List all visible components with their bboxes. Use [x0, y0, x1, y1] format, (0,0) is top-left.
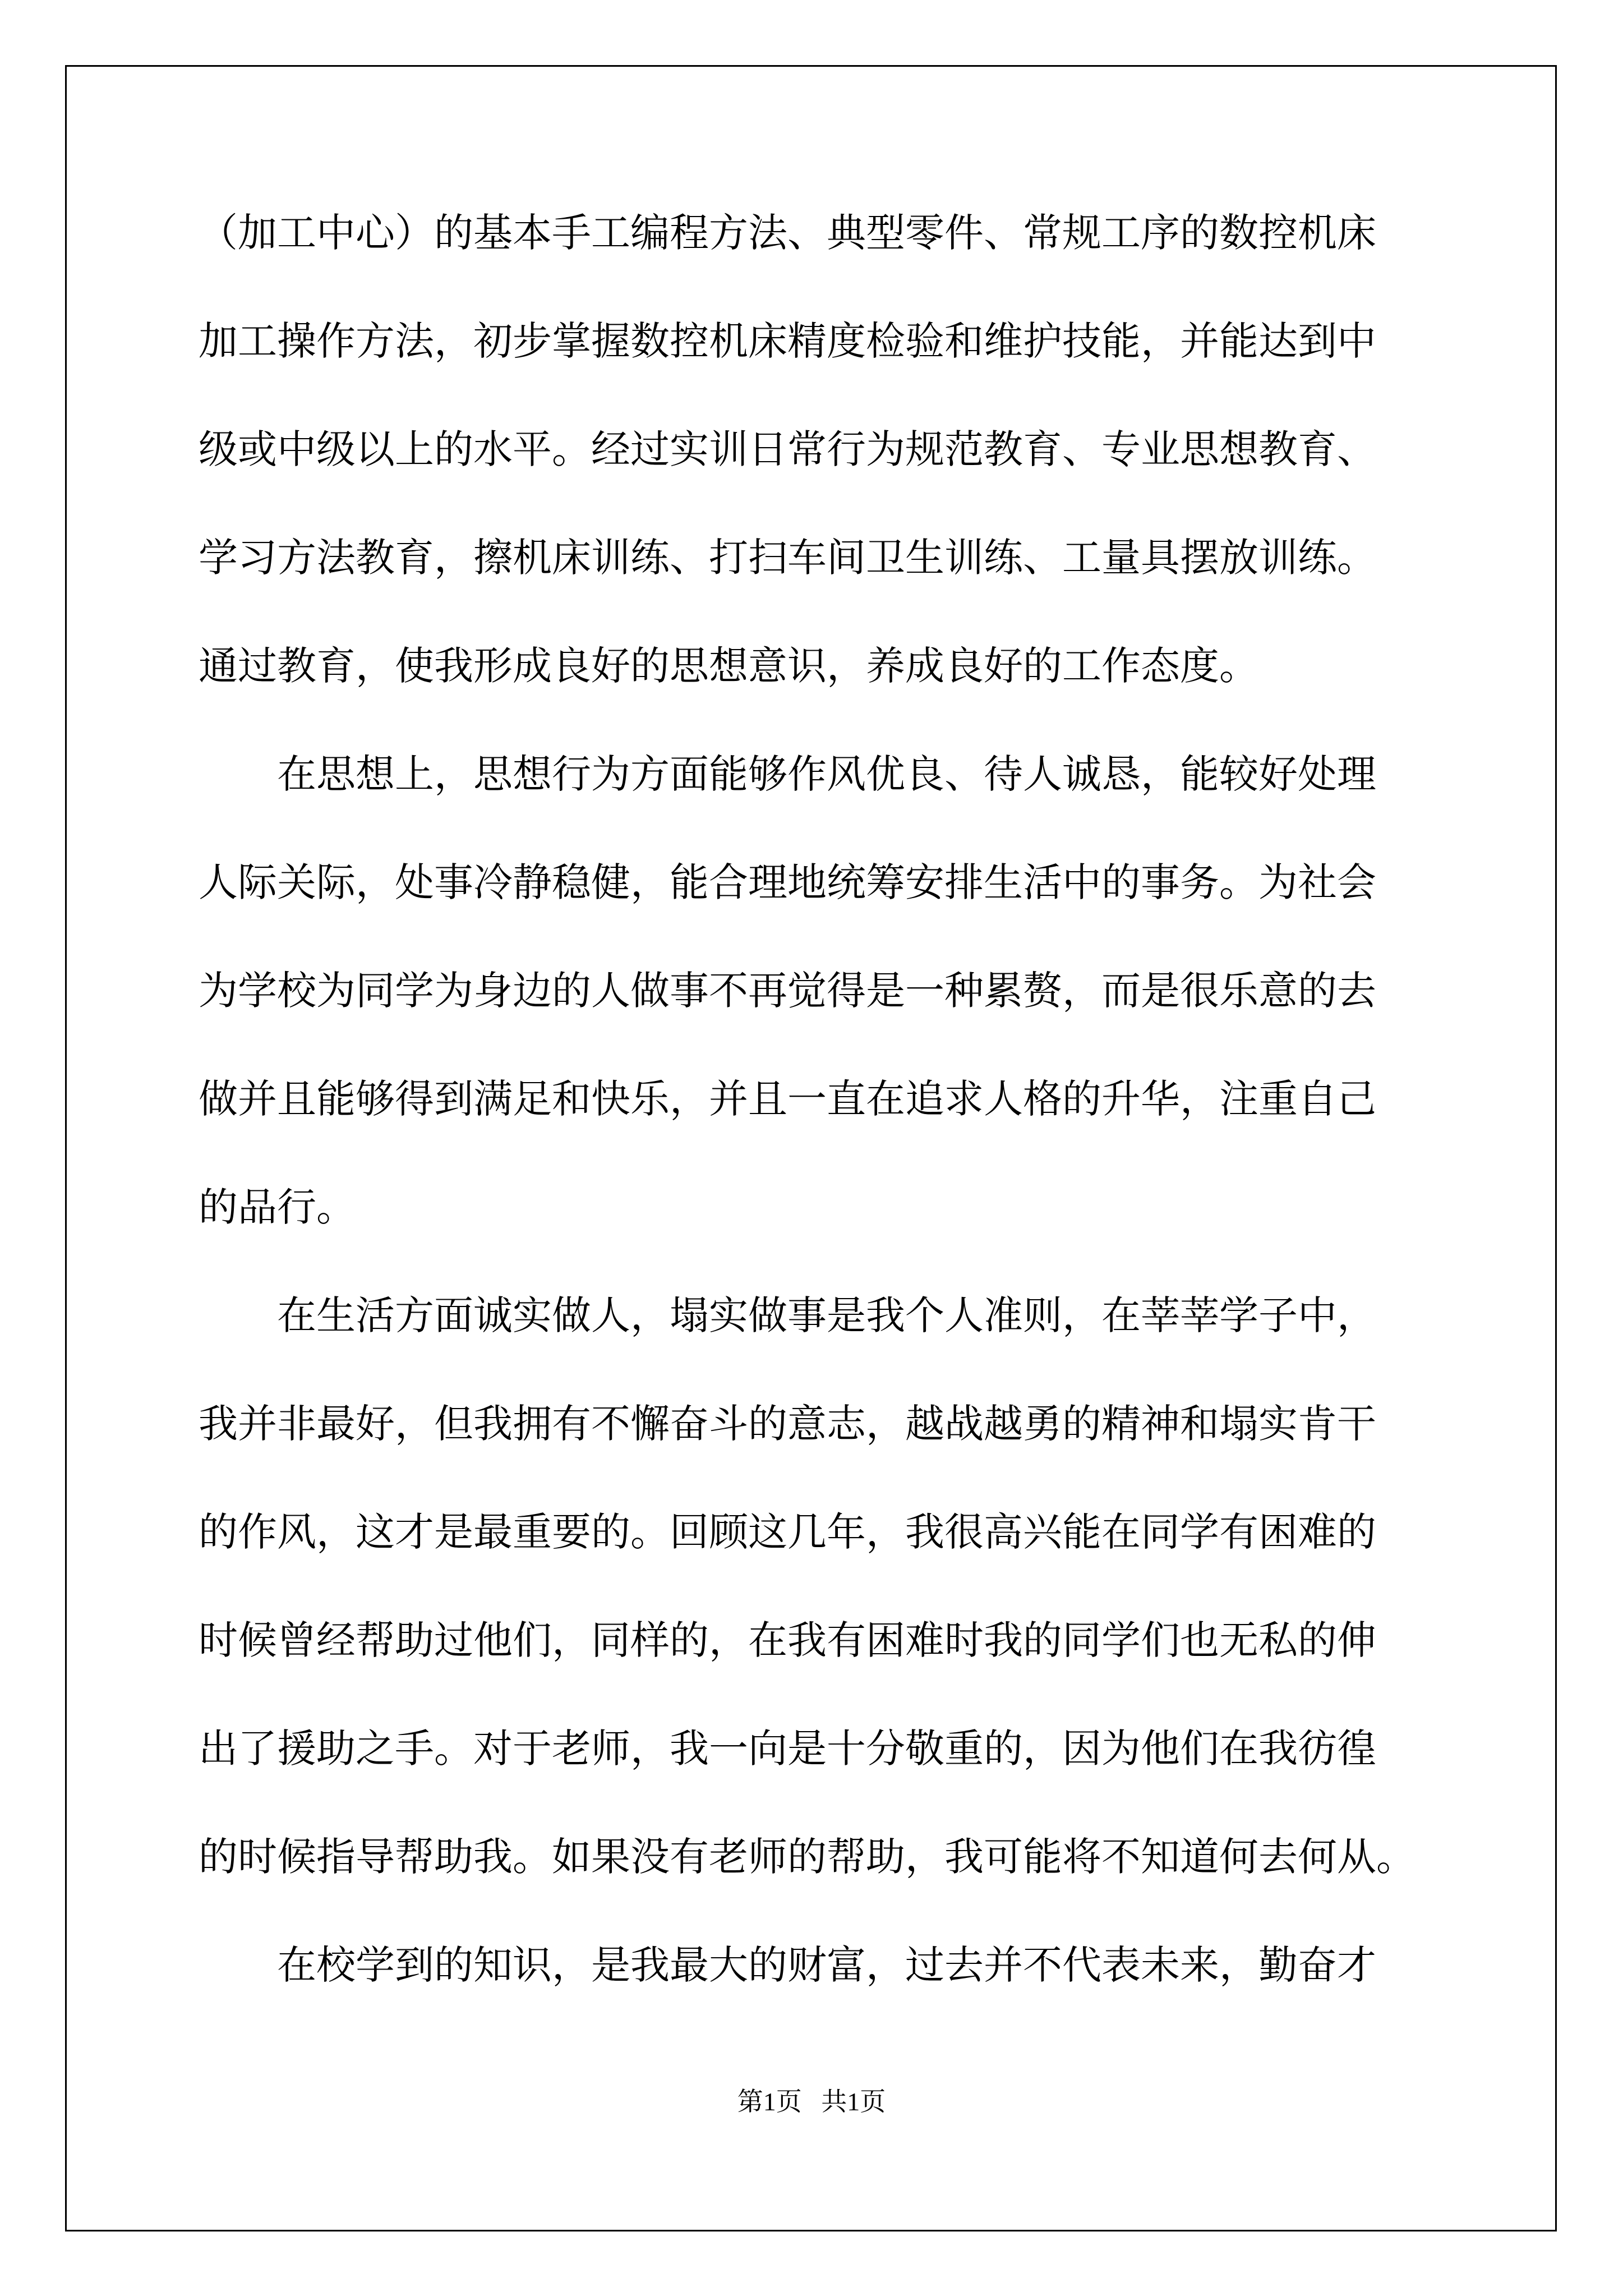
text-line: 的品行。 — [199, 1184, 356, 1230]
page-number-footer: 第1页 共1页 — [737, 2087, 886, 2116]
text-line: 做并且能够得到满足和快乐，并且一直在追求人格的升华，注重自己 — [199, 1076, 1376, 1122]
text-line: 级或中级以上的水平。经过实训日常行为规范教育、专业思想教育、 — [199, 426, 1376, 472]
body-text — [199, 210, 1432, 2054]
text-line: 通过教育，使我形成良好的思想意识，养成良好的工作态度。 — [199, 643, 1258, 689]
text-line: 在思想上，思想行为方面能够作风优良、待人诚恳，能较好处理 — [199, 751, 1376, 797]
text-line: 为学校为同学为身边的人做事不再觉得是一种累赘，而是很乐意的去 — [199, 968, 1376, 1014]
text-line: 加工操作方法，初步掌握数控机床精度检验和维护技能，并能达到中 — [199, 318, 1376, 364]
text-line: 我并非最好，但我拥有不懈奋斗的意志，越战越勇的精神和塌实肯干 — [199, 1401, 1376, 1447]
text-line: 时候曾经帮助过他们，同样的，在我有困难时我的同学们也无私的伸 — [199, 1617, 1376, 1663]
text-line: （加工中心）的基本手工编程方法、典型零件、常规工序的数控机床 — [199, 210, 1376, 256]
text-line: 人际关际，处事冷静稳健，能合理地统筹安排生活中的事务。为社会 — [199, 859, 1376, 905]
text-line: 的作风，这才是最重要的。回顾这几年，我很高兴能在同学有困难的 — [199, 1509, 1376, 1555]
text-line: 在生活方面诚实做人，塌实做事是我个人准则，在莘莘学子中， — [199, 1292, 1376, 1338]
text-line: 出了援助之手。对于老师，我一向是十分敬重的，因为他们在我彷徨 — [199, 1726, 1376, 1772]
text-line: 的时候指导帮助我。如果没有老师的帮助，我可能将不知道何去何从。 — [199, 1834, 1415, 1880]
text-line: 学习方法教育，擦机床训练、打扫车间卫生训练、工量具摆放训练。 — [199, 535, 1376, 581]
text-line: 在校学到的知识，是我最大的财富，过去并不代表未来，勤奋才 — [199, 1942, 1376, 1988]
